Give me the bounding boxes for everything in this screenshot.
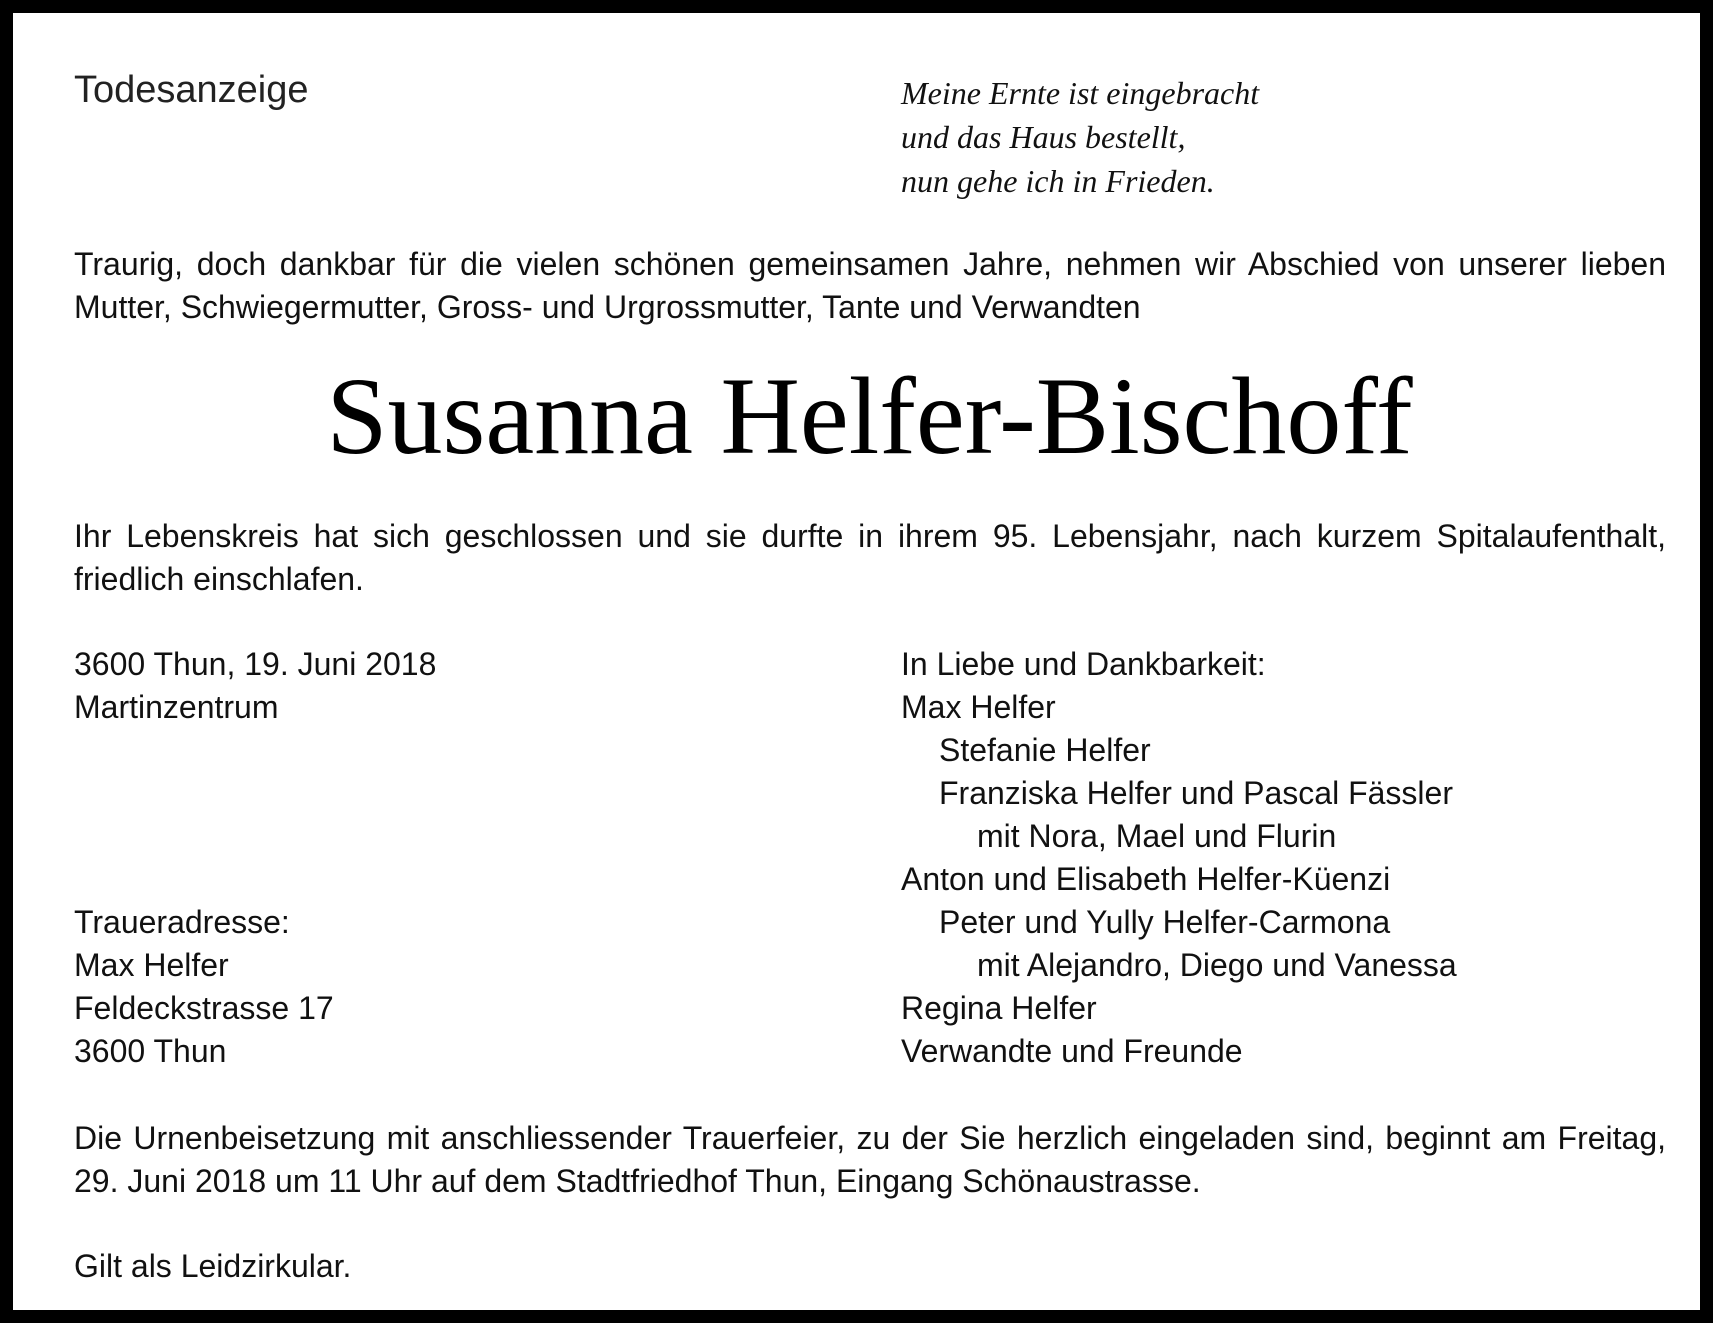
mourner-entry: mit Nora, Mael und Flurin (977, 818, 1337, 854)
mourner-entry: Regina Helfer (901, 990, 1097, 1026)
mourner-entry: Max Helfer (901, 689, 1056, 725)
motto-line: nun gehe ich in Frieden. (901, 163, 1215, 199)
ceremony-paragraph: Die Urnenbeisetzung mit anschliessender Trauerfeier, zu der Sie herzlich eingeladen sind, beginnt am Freitag, 29. Juni 2018 um 11 Uhr auf dem Stadtfriedhof Thun, Eingang Schönaustrasse. (74, 1120, 1666, 1199)
mourners-heading: In Liebe und Dankbarkeit: (901, 646, 1266, 682)
place-date-line: 3600 Thun, 19. Juni 2018 (74, 646, 437, 682)
address-city: 3600 Thun (74, 1033, 227, 1069)
mourner-entry: Peter und Yully Helfer-Carmona (939, 904, 1391, 940)
mourner-entry: Anton und Elisabeth Helfer-Küenzi (901, 861, 1391, 897)
address-heading: Traueradresse: (74, 904, 290, 940)
place-date-block (74, 643, 436, 729)
intro-paragraph: Traurig, doch dankbar für die vielen schönen gemeinsamen Jahre, nehmen wir Abschied von unserer lieben Mutter, Schwiegermutter, Gross- und Urgrossmutter, Tante und Verwandten (74, 246, 1666, 325)
deceased-name: Susanna Helfer-Bischoff (326, 355, 1413, 477)
location-line: Martinzentrum (74, 689, 279, 725)
motto-verse (901, 71, 1259, 203)
mourners-block (901, 643, 1457, 1073)
closing-note: Gilt als Leidzirkular. (74, 1248, 352, 1284)
address-name: Max Helfer (74, 947, 229, 983)
notice-label: Todesanzeige (74, 69, 309, 111)
passing-paragraph: Ihr Lebenskreis hat sich geschlossen und sie durfte in ihrem 95. Lebensjahr, nach kurzem Spitalaufenthalt, friedlich einschlafen. (74, 518, 1666, 597)
mourner-entry: Stefanie Helfer (939, 732, 1151, 768)
mourner-entry: Verwandte und Freunde (901, 1033, 1243, 1069)
mourner-entry: Franziska Helfer und Pascal Fässler (939, 775, 1453, 811)
address-street: Feldeckstrasse 17 (74, 990, 334, 1026)
motto-line: und das Haus bestellt, (901, 119, 1186, 155)
motto-line: Meine Ernte ist eingebracht (901, 75, 1260, 111)
mourner-entry: mit Alejandro, Diego und Vanessa (977, 947, 1457, 983)
mourning-address-block (74, 901, 334, 1073)
